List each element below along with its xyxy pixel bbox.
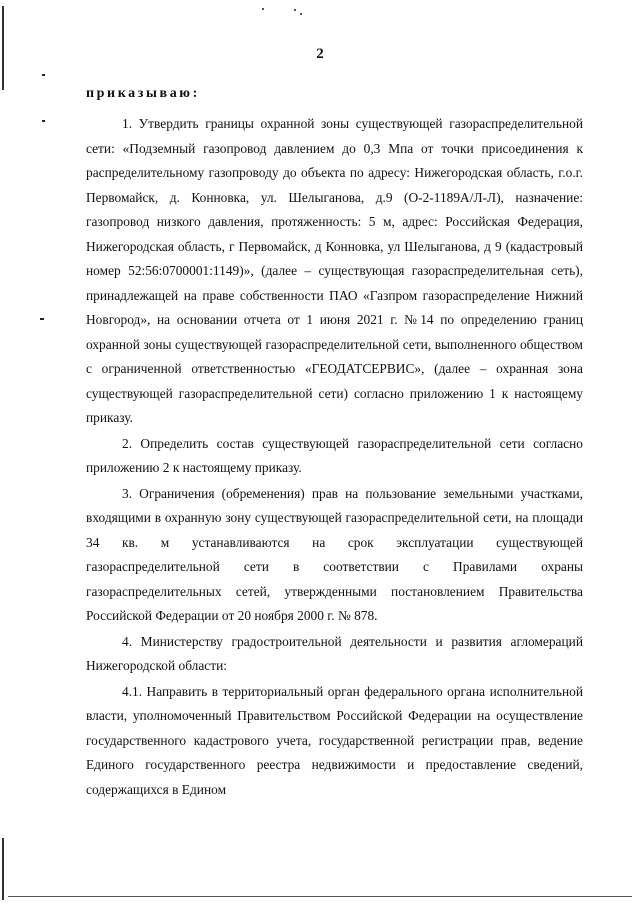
paragraph-4-1: 4.1. Направить в территориальный орган федерального органа исполнительной власти, уполномоченный Правительством Российской Федерации на осуществление государственного кадастрового учета, государственной регистрации прав, ведение Единого государственного реестра недвижимости и предоставление сведений, содержащихся в Едином — [86, 683, 583, 797]
margin-mark — [40, 318, 44, 320]
paragraph-4: 4. Министерству градостроительной деятельности и развития агломераций Нижегородской области: — [86, 633, 583, 673]
scan-dot — [294, 9, 296, 11]
paragraph-3: 3. Ограничения (обременения) прав на пользование земельными участками, входящими в охранную зону существующей газораспределительной сети, на площади 34 кв. м устанавливаются на срок эксплуатации существующей газораспределительной сети в соответствии с Правилами охраны газораспределительных сетей, утвержденными постановлением Правительства Российской Федерации от 20 ноября 2000 г. № 878. — [86, 485, 583, 623]
scan-dot — [300, 13, 302, 15]
document-body — [86, 112, 583, 803]
page-number: 2 — [316, 46, 324, 62]
paragraph-1: 1. Утвердить границы охранной зоны существующей газораспределительной сети: «Подземный газопровод давлением до 0,3 Мпа от точки присоединения к распределительному газопроводу до объекта по адресу: Нижегородская область, г.о.г. Первомайск, д. Конновка, ул. Шелыганова, д.9 (О-2-1189А/Л-Л), назначение: газопровод низкого давления, протяженность: 5 м, адрес: Российская Федерация, Нижегородская область, г Первомайск, д Конновка, ул Шелыганова, д 9 (кадастровый номер 52:56:0700001:1149)», (далее – существующая газораспределительная сеть), принадлежащей на праве собственности ПАО «Газпром газораспределение Нижний Новгород», на основании отчета от 1 июня 2021 г. №14 по определению границ охранной зоны существующей газораспределительной сети, выполненного обществом с ограниченной ответственностью «ГЕОДАТСЕРВИС», (далее – охранная зона существующей газораспределительной сети) согласно приложению 1 к настоящему приказу. — [86, 116, 583, 425]
margin-mark — [42, 120, 45, 122]
scan-bottom-edge — [8, 896, 632, 897]
paragraph-2: 2. Определить состав существующей газораспределительной сети согласно приложению 2 к настоящему приказу. — [86, 435, 583, 475]
scan-edge-mark — [2, 838, 4, 900]
order-heading: приказываю: — [86, 86, 200, 101]
margin-mark — [42, 74, 45, 76]
scan-dot — [262, 8, 264, 10]
